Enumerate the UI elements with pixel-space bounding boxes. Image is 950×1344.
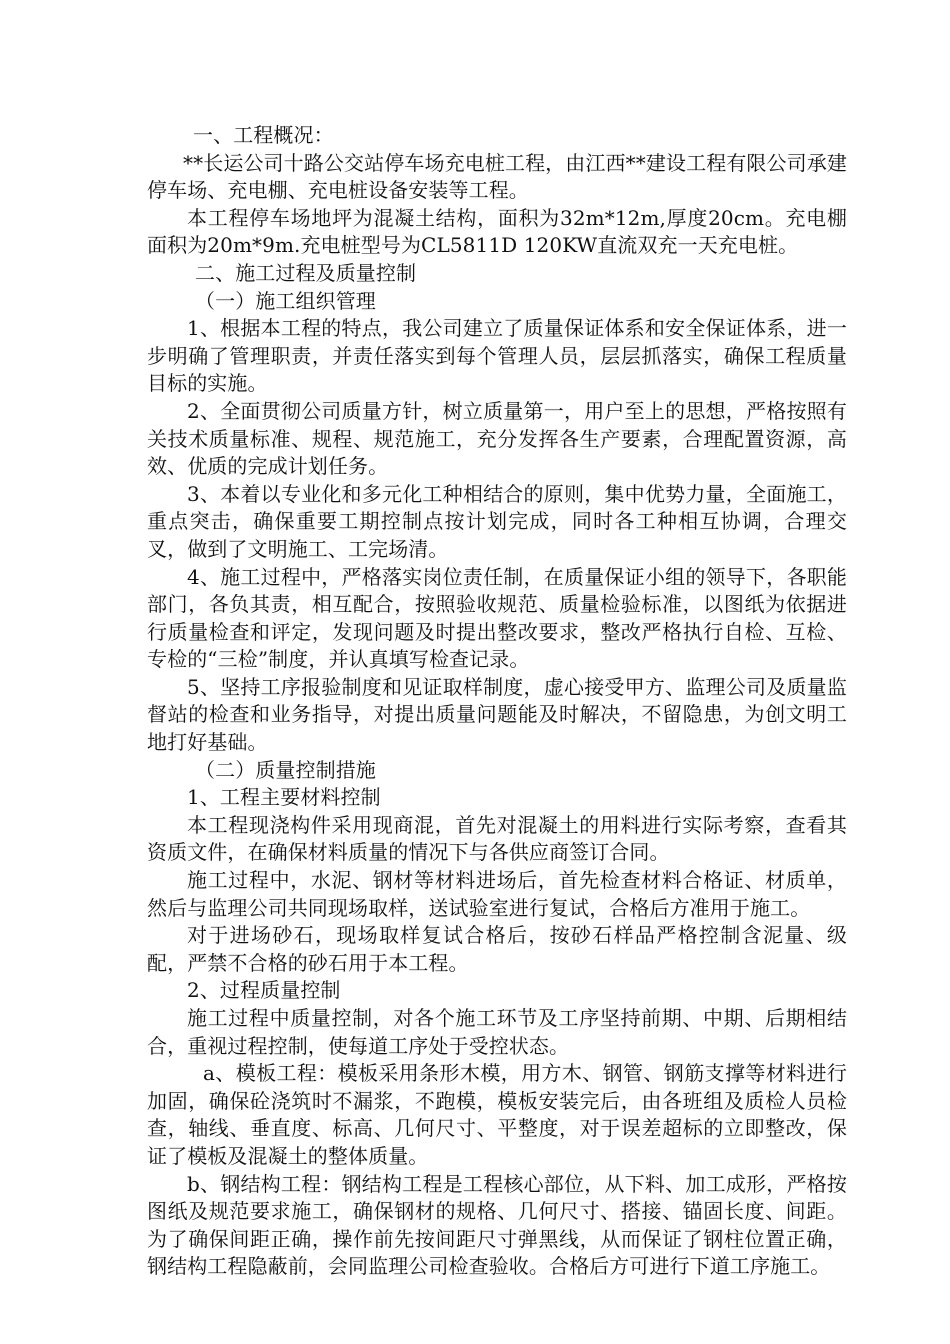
paragraph-concrete-supply: 本工程现浇构件采用现商混，首先对混凝土的用料进行实际考察，查看其资质文件，在确保材料质量的情况下与各供应商签订合同。 (147, 812, 847, 865)
subheading-material-control: 1、工程主要材料控制 (187, 785, 381, 810)
paragraph-project-intro: **长运公司十路公交站停车场充电桩工程，由江西**建设工程有限公司承建停车场、充电棚、充电桩设备安装等工程。 (147, 150, 847, 203)
section-heading-overview: 一、工程概况： (193, 123, 334, 147)
paragraph-steel-structure: b、钢结构工程：钢结构工程是工程核心部位，从下料、加工成形，严格按图纸及规范要求施工，确保钢材的规格、几何尺寸、搭接、锚固长度、间距。为了确保间距正确，操作前先按间距尺寸弹黑线，从而保证了钢柱位置正确，钢结构工程隐蔽前，会同监理公司检查验收。合格后方可进行下道工序施工。 (147, 1171, 847, 1279)
section-heading-construction-quality: 二、施工过程及质量控制 (195, 260, 417, 285)
subsection-heading-quality-measures: （二）质量控制措施 (195, 757, 376, 782)
paragraph-project-specs: 本工程停车场地坪为混凝土结构，面积为32m*12m,厚度20cm。充电棚面积为20m*9m.充电桩型号为CL5811D 120KW直流双充一天充电桩。 (147, 205, 847, 258)
paragraph-item-3: 3、本着以专业化和多元化工种相结合的原则，集中优势力量，全面施工，重点突击，确保重要工期控制点按计划完成，同时各工种相互协调，合理交叉，做到了文明施工、工完场清。 (147, 481, 847, 561)
paragraph-material-inspection: 施工过程中，水泥、钢材等材料进场后，首先检查材料合格证、材质单，然后与监理公司共同现场取样，送试验室进行复试，合格后方准用于施工。 (147, 868, 847, 920)
subsection-heading-organization: （一）施工组织管理 (195, 288, 376, 313)
paragraph-process-control: 施工过程中质量控制，对各个施工环节及工序坚持前期、中期、后期相结合，重视过程控制，使每道工序处于受控状态。 (147, 1006, 847, 1058)
paragraph-formwork: a、模板工程：模板采用条形木模，用方木、钢管、钢筋支撑等材料进行加固，确保砼浇筑时不漏浆，不跑模，模板安装完后，由各班组及质检人员检查，轴线、垂直度、标高、几何尺寸、平整度，对于误差超标的立即整改，保证了模板及混凝土的整体质量。 (147, 1061, 847, 1168)
paragraph-item-2: 2、全面贯彻公司质量方针，树立质量第一，用户至上的思想，严格按照有关技术质量标准、规程、规范施工，充分发挥各生产要素，合理配置资源，高效、优质的完成计划任务。 (147, 398, 847, 479)
paragraph-item-5: 5、坚持工序报验制度和见证取样制度，虚心接受甲方、监理公司及质量监督站的检查和业务指导，对提出质量问题能及时解决，不留隐患，为创文明工地打好基础。 (147, 674, 847, 755)
paragraph-item-1: 1、根据本工程的特点，我公司建立了质量保证体系和安全保证体系，进一步明确了管理职责，并责任落实到每个管理人员，层层抓落实，确保工程质量目标的实施。 (147, 316, 847, 396)
subheading-process-control: 2、过程质量控制 (187, 978, 341, 1003)
paragraph-item-4: 4、施工过程中，严格落实岗位责任制，在质量保证小组的领导下，各职能部门，各负其责，相互配合，按照验收规范、质量检验标准，以图纸为依据进行质量检查和评定，发现问题及时提出整改要求，整改严格执行自检、互检、专检的“三检”制度，并认真填写检查记录。 (147, 564, 847, 672)
paragraph-sand-gravel: 对于进场砂石，现场取样复试合格后，按砂石样品严格控制含泥量、级配，严禁不合格的砂石用于本工程。 (147, 923, 847, 975)
document-body (147, 122, 847, 1281)
